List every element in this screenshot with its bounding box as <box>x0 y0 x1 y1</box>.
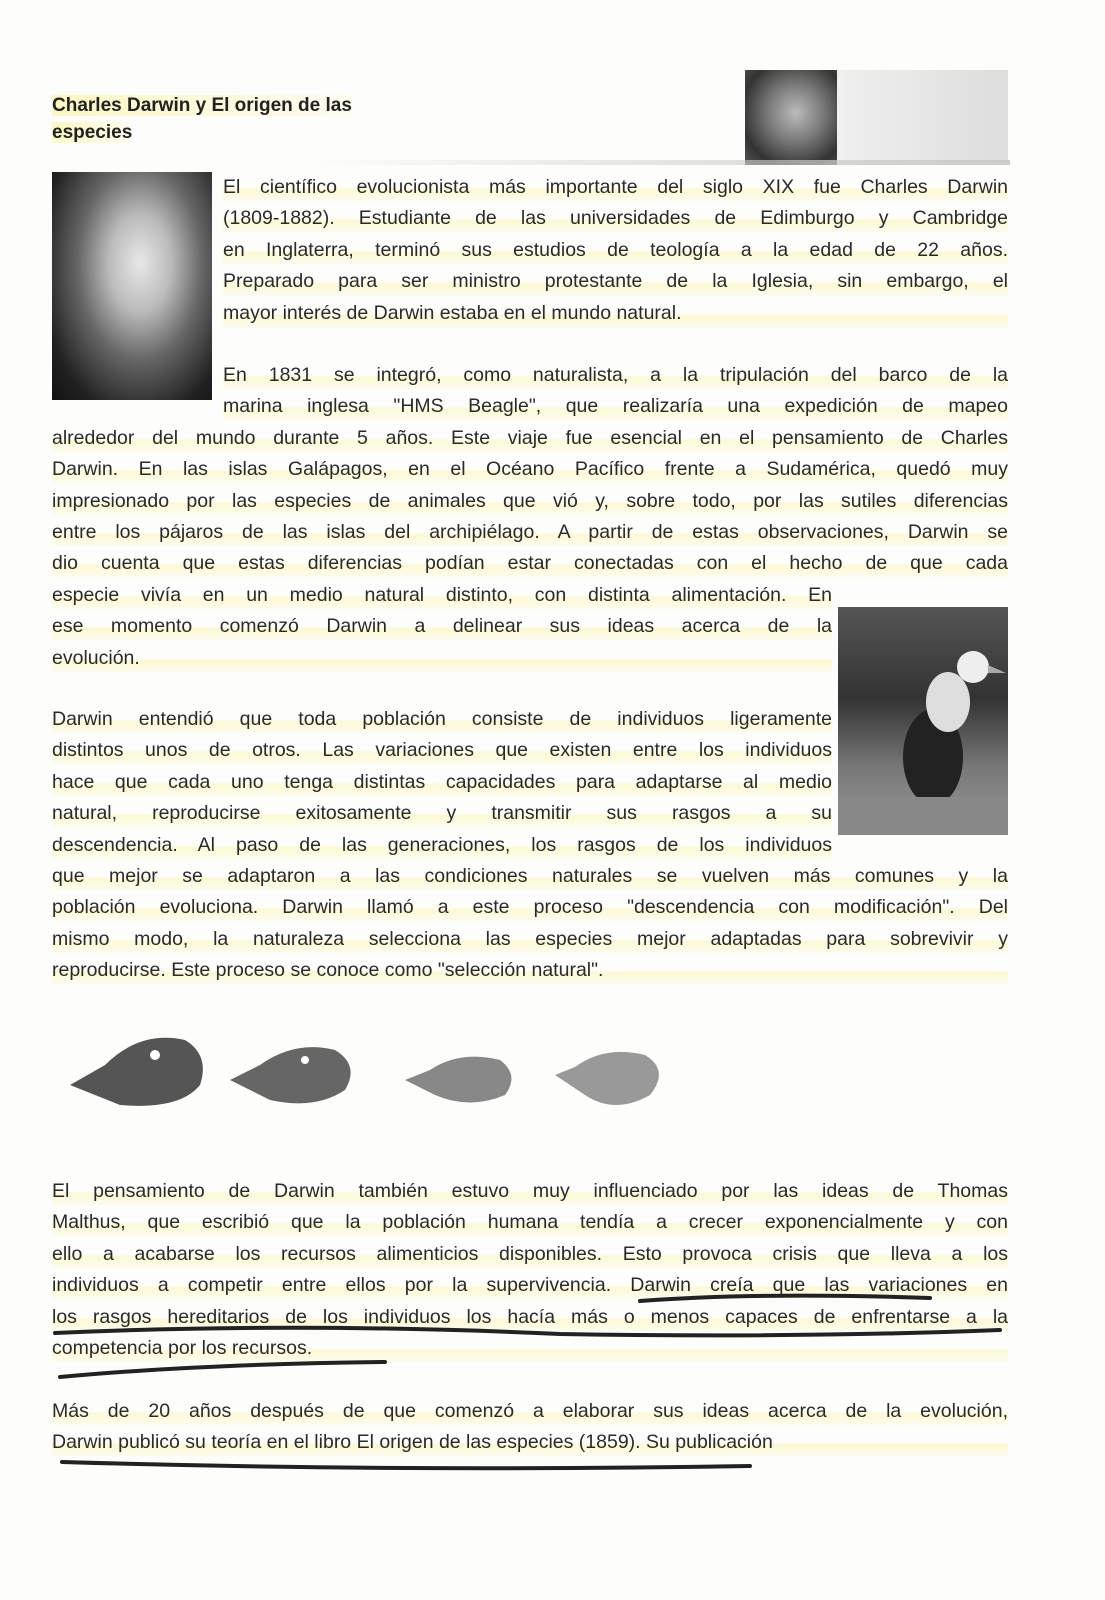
paragraph-3-line: que mejor se adaptaron a las condiciones naturales se vuelven más comunes y la <box>52 862 1008 890</box>
paragraph-1-line: (1809-1882). Estudiante de las universidades de Edimburgo y Cambridge <box>223 204 1008 232</box>
paragraph-3-line: descendencia. Al paso de las generaciones, los rasgos de los individuos <box>52 831 832 859</box>
paragraph-5-line: Darwin publicó su teoría en el libro El origen de las especies (1859). Su publicación <box>52 1428 1008 1456</box>
paragraph-1-line: Preparado para ser ministro protestante de la Iglesia, sin embargo, el <box>223 267 1008 295</box>
paragraph-4-line: ello a acabarse los recursos alimenticios disponibles. Esto provoca crisis que lleva a los <box>52 1240 1008 1268</box>
paragraph-2-line: alrededor del mundo durante 5 años. Este viaje fue esencial en el pensamiento de Charles <box>52 424 1008 452</box>
underline-stroke <box>55 1328 1000 1336</box>
paragraph-2-line: Darwin. En las islas Galápagos, en el Océano Pacífico frente a Sudamérica, quedó muy <box>52 455 1008 483</box>
paragraph-2-line: marina inglesa "HMS Beagle", que realizaría una expedición de mapeo <box>223 392 1008 420</box>
paragraph-1-line: mayor interés de Darwin estaba en el mundo natural. <box>223 299 1008 327</box>
paragraph-2-line: impresionado por las especies de animales que vió y, sobre todo, por las sutiles diferencias <box>52 487 1008 515</box>
paragraph-3-line: natural, reproducirse exitosamente y transmitir sus rasgos a su <box>52 799 832 827</box>
paragraph-3-line: hace que cada uno tenga distintas capacidades para adaptarse al medio <box>52 768 832 796</box>
underline-stroke <box>62 1462 750 1468</box>
paragraph-4-line: los rasgos hereditarios de los individuos los hacía más o menos capaces de enfrentarse a la <box>52 1303 1008 1331</box>
paragraph-4-line: Malthus, que escribió que la población humana tendía a crecer exponencialmente y con <box>52 1208 1008 1236</box>
paragraph-4-line: competencia por los recursos. <box>52 1334 1008 1362</box>
title-line-2: especies <box>52 122 133 143</box>
paragraph-3-line: mismo modo, la naturaleza selecciona las especies mejor adaptadas para sobrevivir y <box>52 925 1008 953</box>
paragraph-4-line: El pensamiento de Darwin también estuvo muy influenciado por las ideas de Thomas <box>52 1177 1008 1205</box>
paragraph-1-line: en Inglaterra, terminó sus estudios de teología a la edad de 22 años. <box>223 236 1008 264</box>
underline-stroke <box>640 1296 930 1301</box>
title-line-1: Charles Darwin y El origen de las <box>52 95 352 116</box>
paragraph-3-line: distintos unos de otros. Las variaciones que existen entre los individuos <box>52 736 832 764</box>
paragraph-2-line: evolución. <box>52 644 832 672</box>
paragraph-4-line: individuos a competir entre ellos por la supervivencia. Darwin creía que las variaciones en <box>52 1271 1008 1299</box>
paragraph-2-line: entre los pájaros de las islas del archipiélago. A partir de estas observaciones, Darwin se <box>52 518 1008 546</box>
paragraph-5-line: Más de 20 años después de que comenzó a elaborar sus ideas acerca de la evolución, <box>52 1397 1008 1425</box>
paragraph-2-line: dio cuenta que estas diferencias podían estar conectadas con el hecho de que cada <box>52 549 1008 577</box>
paragraph-2-line: En 1831 se integró, como naturalista, a la tripulación del barco de la <box>223 361 1008 389</box>
paragraph-2-line: especie vivía en un medio natural distinto, con distinta alimentación. En <box>52 581 832 609</box>
underline-stroke <box>60 1362 385 1377</box>
paragraph-2-line: ese momento comenzó Darwin a delinear sus ideas acerca de la <box>52 612 832 640</box>
paragraph-3-line: reproducirse. Este proceso se conoce como "selección natural". <box>52 956 1008 984</box>
paragraph-3-line: población evoluciona. Darwin llamó a este proceso "descendencia con modificación". Del <box>52 893 1008 921</box>
paragraph-3-line: Darwin entendió que toda población consiste de individuos ligeramente <box>52 705 832 733</box>
paragraph-1-line: El científico evolucionista más importante del siglo XIX fue Charles Darwin <box>223 173 1008 201</box>
